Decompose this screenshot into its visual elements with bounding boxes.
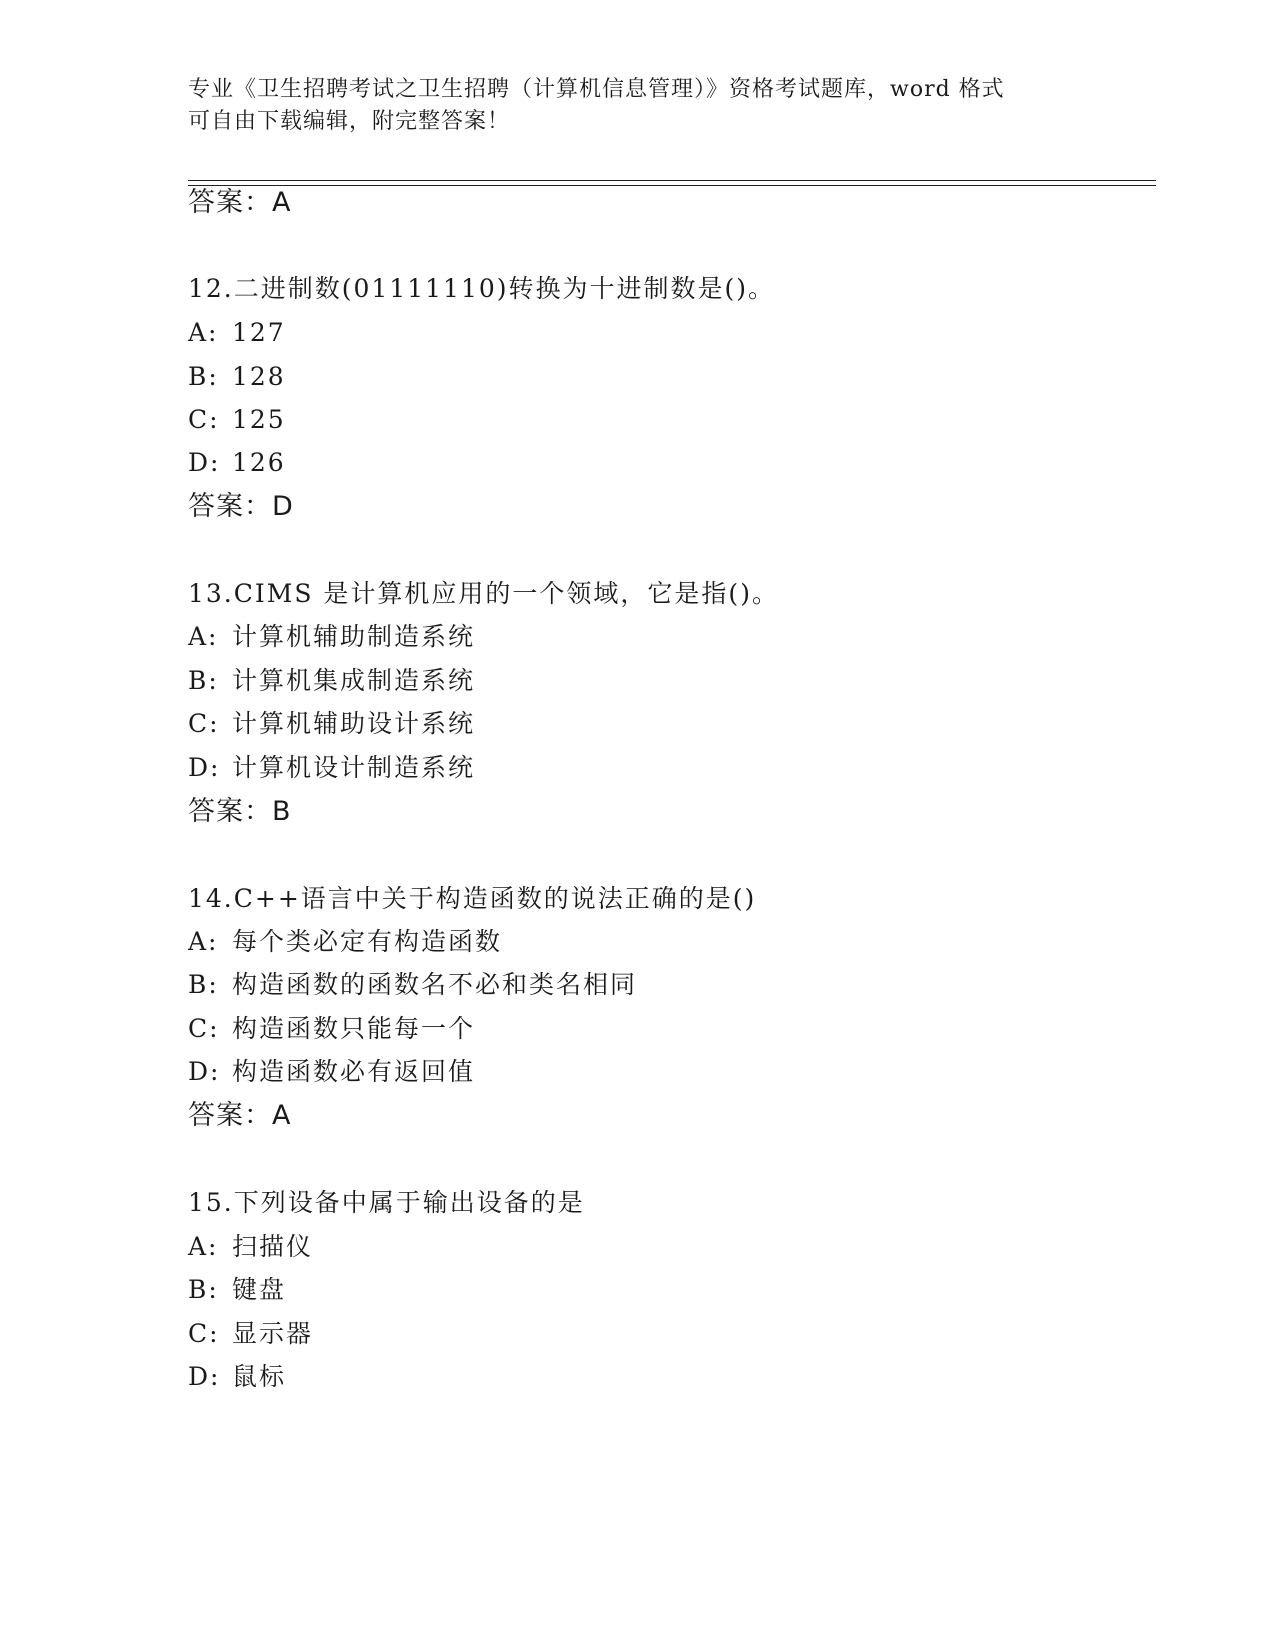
- option-key: D:: [188, 1362, 221, 1391]
- option-key: A:: [188, 1232, 219, 1261]
- header-line-1: 专业《卫生招聘考试之卫生招聘（计算机信息管理）》资格考试题库，word 格式: [188, 77, 1005, 102]
- question-15-option-a: [188, 1230, 313, 1264]
- option-text: 计算机辅助设计系统: [232, 709, 476, 738]
- option-key: B:: [188, 666, 219, 695]
- question-14-option-d: [188, 1055, 475, 1089]
- option-key: C:: [188, 405, 220, 434]
- option-key: A:: [188, 927, 219, 956]
- question-14-option-b: [188, 968, 637, 1002]
- option-text: 128: [232, 362, 286, 391]
- option-text: 构造函数必有返回值: [232, 1057, 476, 1086]
- option-text: 计算机设计制造系统: [232, 753, 476, 782]
- option-text: 126: [232, 448, 286, 477]
- option-text: 构造函数只能每一个: [232, 1014, 476, 1043]
- option-text: 计算机集成制造系统: [232, 666, 476, 695]
- question-14-option-c: [188, 1012, 475, 1046]
- question-12-option-a: [188, 316, 286, 350]
- option-key: C:: [188, 1319, 220, 1348]
- option-key: B:: [188, 970, 219, 999]
- option-text: 扫描仪: [232, 1232, 314, 1261]
- previous-answer: 答案：A: [188, 187, 292, 218]
- option-key: A:: [188, 622, 219, 651]
- question-13-option-d: [188, 751, 475, 785]
- header-line-2: 可自由下载编辑，附完整答案！: [188, 109, 511, 134]
- question-13-option-a: [188, 620, 475, 654]
- option-key: C:: [188, 1014, 220, 1043]
- question-12-answer: 答案：D: [188, 491, 294, 522]
- question-15-option-b: [188, 1273, 286, 1307]
- option-key: B:: [188, 362, 219, 391]
- header-rule-bottom: [188, 185, 1156, 186]
- option-key: C:: [188, 709, 220, 738]
- option-text: 构造函数的函数名不必和类名相同: [232, 970, 638, 999]
- option-key: D:: [188, 1057, 221, 1086]
- header-rule-top: [188, 180, 1156, 181]
- option-key: A:: [188, 318, 219, 347]
- question-13-option-b: [188, 664, 475, 698]
- option-key: B:: [188, 1275, 219, 1304]
- option-text: 计算机辅助制造系统: [232, 622, 476, 651]
- question-14-answer: 答案：A: [188, 1100, 292, 1131]
- question-13-stem: 13.CIMS 是计算机应用的一个领域，它是指()。: [188, 579, 779, 608]
- question-12-stem: 12.二进制数(01111110)转换为十进制数是()。: [188, 274, 776, 303]
- question-15-option-c: [188, 1317, 313, 1351]
- question-14-option-a: [188, 925, 502, 959]
- option-text: 显示器: [232, 1319, 314, 1348]
- option-key: D:: [188, 753, 221, 782]
- question-12-option-d: [188, 446, 286, 480]
- question-12-option-b: [188, 360, 286, 394]
- question-15-stem: 15.下列设备中属于输出设备的是: [188, 1188, 585, 1217]
- option-text: 125: [232, 405, 286, 434]
- option-text: 键盘: [232, 1275, 287, 1304]
- question-12-option-c: [188, 403, 286, 437]
- question-14-stem: 14.C++语言中关于构造函数的说法正确的是(): [188, 884, 757, 913]
- option-text: 127: [232, 318, 286, 347]
- option-key: D:: [188, 448, 221, 477]
- question-13-answer: 答案：B: [188, 796, 292, 827]
- option-text: 每个类必定有构造函数: [232, 927, 503, 956]
- question-15-option-d: [188, 1360, 286, 1394]
- question-13-option-c: [188, 707, 475, 741]
- page-header: [188, 74, 1068, 138]
- option-text: 鼠标: [232, 1362, 287, 1391]
